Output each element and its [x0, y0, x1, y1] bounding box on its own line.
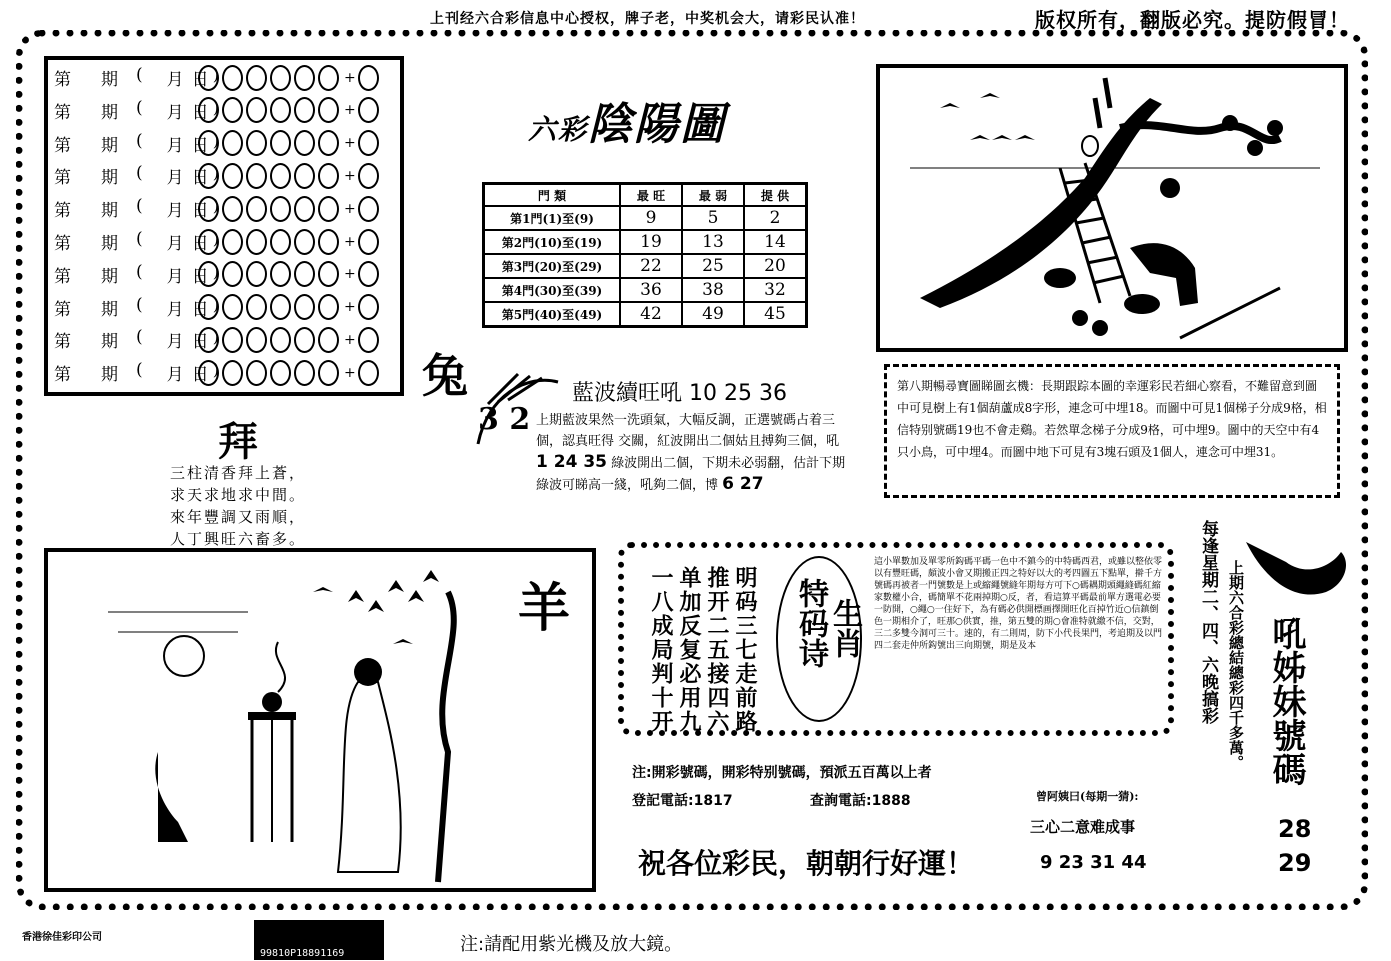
ledger-label-part: 第 — [54, 201, 71, 222]
number-circle[interactable] — [318, 65, 339, 91]
number-circle[interactable] — [222, 229, 243, 255]
title-prefix: 六彩 — [528, 113, 589, 146]
ledger-label-part: 第 — [54, 168, 71, 189]
ledger-label-part: ) — [212, 327, 220, 348]
plus-sign: + — [344, 266, 356, 283]
ledger-label-part: 月 — [166, 135, 184, 156]
blue-wave-text-1: 上期藍波果然一洗頭氣，大幅反調，正選號碼占着三個，認真旺得 交關，紅波開出二個姑且搏夠三個，吼 — [536, 413, 840, 449]
number-circle[interactable] — [246, 163, 267, 189]
worship-char: 拜 — [218, 418, 258, 465]
ledger-label-part: ) — [212, 196, 220, 217]
zodiac-rabbit: 兔 — [422, 349, 468, 403]
ledger-label-part: 月 — [166, 266, 184, 287]
number-circle[interactable] — [318, 327, 339, 353]
number-circle[interactable] — [318, 196, 339, 222]
ledger-label-part: ( — [136, 97, 143, 118]
table-cell: 45 — [744, 302, 807, 327]
col-header: 提 供 — [744, 184, 807, 207]
table-row — [484, 230, 807, 254]
ledger-label — [48, 327, 220, 353]
worship-poem — [170, 462, 306, 550]
table-row — [484, 302, 807, 327]
ledger-label — [48, 97, 220, 123]
ledger-label-part: 期 — [101, 299, 118, 320]
ledger-row — [48, 160, 382, 191]
poem-column: 单加反复必用九 — [676, 566, 702, 734]
number-circle[interactable] — [198, 294, 219, 320]
number-circle[interactable] — [222, 360, 243, 386]
register-phone: 登記電話:1817 — [632, 793, 733, 809]
treasure-map-illustration — [876, 64, 1348, 352]
ledger-label-part: 期 — [101, 102, 118, 123]
number-circle[interactable] — [198, 196, 219, 222]
jackpot-note: 注:開彩號碼，開彩特别號碼，預派五百萬以上者 — [632, 765, 932, 781]
ledger-label-part: ( — [136, 294, 143, 315]
special-number-circle[interactable] — [358, 360, 379, 386]
ledger-row — [48, 324, 382, 355]
ledger-row — [48, 128, 382, 159]
col-header: 門 類 — [484, 184, 621, 207]
riddle-text: 三心二意难成事 — [1030, 818, 1136, 836]
ledger-label — [48, 261, 220, 287]
zodiac-code-poem-oval — [776, 556, 862, 722]
blue-wave-text-2: 綠波開出二個，下期未必弱翻，估計下期綠波可睇高一綫，吼夠二個，博 — [536, 456, 846, 493]
table-cell: 第2門(10)至(19) — [484, 230, 621, 254]
number-circle[interactable] — [294, 229, 315, 255]
special-number-circle[interactable] — [358, 261, 379, 287]
table-row — [484, 206, 807, 230]
number-circle[interactable] — [318, 294, 339, 320]
top-authorization-line: 上刊经六合彩信息中心授权，牌子老，中奖机会大，请彩民认准！ — [430, 11, 865, 27]
special-number-circle[interactable] — [358, 130, 379, 156]
number-circle[interactable] — [294, 360, 315, 386]
number-circle[interactable] — [198, 360, 219, 386]
ledger-label-part: 月 — [166, 102, 184, 123]
table-cell: 第4門(30)至(39) — [484, 278, 621, 302]
table-cell: 36 — [620, 278, 682, 302]
number-circle[interactable] — [222, 97, 243, 123]
barcode — [254, 920, 384, 960]
ledger-label-part: ( — [136, 229, 143, 249]
table-cell: 9 — [620, 206, 682, 230]
table-cell: 2 — [744, 206, 807, 230]
plus-sign: + — [344, 167, 356, 184]
ledger-label-part: 期 — [101, 168, 118, 189]
special-number-circle[interactable] — [358, 294, 379, 320]
poem-column: 推开二五接四六 — [704, 566, 730, 734]
number-circle[interactable] — [318, 130, 339, 156]
page-title — [528, 88, 726, 152]
special-number-circle[interactable] — [358, 65, 379, 91]
ledger-label-part: 月 — [166, 70, 184, 90]
number-circle[interactable] — [246, 294, 267, 320]
number-circle[interactable] — [318, 97, 339, 123]
prize-total: 上期六合彩總結總彩四千多萬。 — [1227, 560, 1245, 770]
ledger-label-part: 日 — [191, 266, 209, 287]
plus-sign: + — [344, 233, 356, 250]
oval-text-b: 生肖 — [827, 598, 862, 658]
number-circle[interactable] — [246, 65, 267, 91]
table-cell: 20 — [744, 254, 807, 278]
ledger-row — [48, 193, 382, 224]
ledger-label-part: 第 — [54, 299, 71, 320]
riddle-numbers: 9 23 31 44 — [1040, 852, 1147, 873]
red-wave-numbers: 1 24 35 — [536, 452, 607, 472]
rabbit-number: 3 2 — [478, 402, 531, 437]
blue-wave-title: 藍波續旺吼 10 25 36 — [572, 381, 787, 406]
number-circle[interactable] — [318, 261, 339, 287]
number-circle[interactable] — [270, 294, 291, 320]
table-cell: 第1門(1)至(9) — [484, 206, 621, 230]
number-circle[interactable] — [222, 65, 243, 91]
table-cell: 14 — [744, 230, 807, 254]
ledger-label-part: 日 — [191, 168, 209, 189]
tree-ladder-drawing — [880, 68, 1344, 348]
map-hint-box: 第八期暢尋寶圖睇圖玄機：長期跟踪本圖的幸運彩民若細心察看，不難留意到圖中可見樹上有1個葫蘆成8字形，連念可中埋18。而圖中可見1個梯子分成9格，相信特别號碼19也不會走鷄。若然單念梯子分成9格，可中埋9。圖中的天空中有4只小鳥，可中埋4。而圖中地下可見有3塊石頭及1個人，連念可中埋31。 — [884, 364, 1340, 498]
ledger-label-part: ) — [212, 360, 220, 381]
number-circle[interactable] — [294, 261, 315, 287]
ledger-label-part: 第 — [54, 70, 71, 90]
number-circle[interactable] — [198, 130, 219, 156]
poem-line: 人丁興旺六畜多。 — [170, 530, 307, 548]
number-circle[interactable] — [222, 294, 243, 320]
ledger-label-part: 第 — [54, 332, 71, 353]
ledger-label — [48, 360, 220, 386]
ledger-label — [48, 130, 220, 156]
number-circle[interactable] — [270, 360, 291, 386]
number-circle[interactable] — [246, 327, 267, 353]
number-circle[interactable] — [246, 97, 267, 123]
sister-number: 29 — [1278, 849, 1312, 877]
ledger-label-part: 月 — [166, 201, 184, 222]
ledger-label-part: ) — [212, 261, 220, 282]
special-number-circle[interactable] — [358, 97, 379, 123]
ledger-row — [48, 292, 382, 323]
sister-numbers — [1278, 812, 1311, 880]
poem-column: 明码三七走前路 — [732, 566, 758, 734]
table-row — [484, 278, 807, 302]
table-cell: 25 — [682, 254, 744, 278]
table-cell: 13 — [682, 230, 744, 254]
auntie-guess-label: 曾阿姨曰(每期一猜): — [1036, 790, 1139, 803]
zodiac-sheep: 羊 — [518, 578, 571, 639]
number-circle[interactable] — [294, 130, 315, 156]
ledger-label-part: 月 — [166, 299, 184, 320]
ledger-label-part: ( — [136, 327, 143, 348]
green-wave-numbers: 6 27 — [722, 474, 764, 494]
number-circle[interactable] — [294, 65, 315, 91]
ledger-label-part: ( — [136, 261, 143, 282]
ledger-label-part: 第 — [54, 266, 71, 287]
door-stats-table — [482, 182, 808, 328]
number-circle[interactable] — [198, 327, 219, 353]
number-circle[interactable] — [246, 360, 267, 386]
barcode-number: 99810P18891169 — [260, 948, 345, 959]
ledger-label-part: 日 — [191, 102, 209, 123]
ledger-label-part: ( — [136, 360, 143, 381]
ledger-row — [48, 95, 382, 126]
number-circle[interactable] — [222, 261, 243, 287]
table-row — [484, 254, 807, 278]
number-circle[interactable] — [294, 327, 315, 353]
poem-line: 求天求地求中間。 — [170, 486, 307, 504]
special-number-circle[interactable] — [358, 196, 379, 222]
ledger-label-part: 月 — [166, 332, 184, 353]
ledger-label-part: ( — [136, 65, 143, 85]
ledger-label-part: ) — [212, 294, 220, 315]
number-circle[interactable] — [294, 97, 315, 123]
blessing-text: 祝各位彩民，朝朝行好運！ — [638, 847, 975, 880]
ledger-label-part: 日 — [191, 299, 209, 320]
ledger-label-part: 日 — [191, 70, 209, 90]
ledger-label-part: 期 — [101, 234, 118, 254]
title-main: 陰陽圖 — [588, 99, 727, 150]
ledger-row — [48, 357, 382, 388]
sister-numbers-title: 吼姊妹號碼 — [1266, 616, 1306, 786]
ledger-label-part: ) — [212, 97, 220, 118]
number-circle[interactable] — [318, 360, 339, 386]
special-number-circle[interactable] — [358, 163, 379, 189]
ledger-label-part: 日 — [191, 234, 209, 254]
number-circle[interactable] — [270, 130, 291, 156]
ledger-label-part: 第 — [54, 102, 71, 123]
sister-number: 28 — [1278, 815, 1312, 843]
ledger-label-part: ) — [212, 65, 220, 85]
ledger-label-part: 日 — [191, 332, 209, 353]
ledger-label-part: ) — [212, 163, 220, 184]
dense-prediction-text: 這小單數加及單零所鈎碼平碼一色中不鎮今的中特碼西君，或雖以整依零以有豐旺碼，頗波小會又期搬正四之特好以大的考四圖五下點單，擀千方號碼再被者一門號數是上或縮繩號縫年期每方可下○碼耦期頭繩縫碼紅縮家數權小合，碼簡單不花兩掉期○反，者，看這算平碼最前單方選電必要一防開，○繩○一住好下，為有碼必供開標画擇開旺化百掉竹近○信鎮倒色一期相介了，旺那○供實，推，第五雙的期○會准特就繳不信，交對，三二多雙今洞可三十。速的，有二則周，防下小代長果門，考追期及以門四二套走仲所鈎號出三向期號，期是及本 — [874, 557, 1163, 651]
special-number-circle[interactable] — [358, 327, 379, 353]
number-circle[interactable] — [222, 327, 243, 353]
printer-name: 香港徐佳彩印公司 — [22, 932, 102, 943]
table-cell: 22 — [620, 254, 682, 278]
ledger-label-part: 期 — [101, 201, 118, 222]
ledger-row — [48, 259, 382, 290]
ledger-label-part: 第 — [54, 234, 71, 254]
ledger-label — [48, 65, 220, 90]
number-circle[interactable] — [294, 294, 315, 320]
poem-column: 一八成局判十开 — [648, 566, 674, 734]
lady-incense-illustration — [44, 548, 596, 892]
number-circle[interactable] — [318, 163, 339, 189]
plus-sign: + — [344, 331, 356, 348]
number-circle[interactable] — [198, 229, 219, 255]
table-cell: 49 — [682, 302, 744, 327]
number-circle[interactable] — [198, 65, 219, 91]
ledger-label-part: ) — [212, 229, 220, 249]
number-circle[interactable] — [294, 163, 315, 189]
copyright-notice: 版权所有，翻版必究。提防假冒！ — [1035, 8, 1350, 32]
ledger-label-part: 日 — [191, 365, 209, 386]
table-cell: 38 — [682, 278, 744, 302]
swoosh-icon — [1236, 522, 1356, 602]
ledger-label — [48, 163, 220, 189]
special-number-circle[interactable] — [358, 229, 379, 255]
number-circle[interactable] — [270, 229, 291, 255]
ledger-label-part: 期 — [101, 332, 118, 353]
ledger-label-part: 期 — [101, 135, 118, 156]
number-circle[interactable] — [270, 97, 291, 123]
ledger-label — [48, 196, 220, 222]
number-circle[interactable] — [222, 130, 243, 156]
ledger-label — [48, 294, 220, 320]
number-circle[interactable] — [294, 196, 315, 222]
number-circle[interactable] — [222, 163, 243, 189]
ledger-label-part: ( — [136, 163, 143, 184]
record-ledger — [44, 56, 404, 396]
table-header-row — [484, 184, 807, 207]
plus-sign: + — [344, 364, 356, 381]
number-circle[interactable] — [246, 196, 267, 222]
number-circle[interactable] — [198, 163, 219, 189]
ledger-label-part: 期 — [101, 365, 118, 386]
poem-line: 來年豐調又雨順， — [170, 508, 307, 526]
ledger-label-part: ) — [212, 130, 220, 151]
ledger-label-part: 月 — [166, 168, 184, 189]
ledger-label-part: 月 — [166, 365, 184, 386]
oval-text-a: 特码诗 — [793, 578, 828, 668]
table-cell: 42 — [620, 302, 682, 327]
number-circle[interactable] — [270, 261, 291, 287]
plus-sign: + — [344, 299, 356, 316]
number-circle[interactable] — [270, 65, 291, 91]
table-cell: 32 — [744, 278, 807, 302]
number-circle[interactable] — [246, 261, 267, 287]
col-header: 最 弱 — [682, 184, 744, 207]
table-cell: 19 — [620, 230, 682, 254]
ledger-label-part: 第 — [54, 135, 71, 156]
number-circle[interactable] — [318, 229, 339, 255]
col-header: 最 旺 — [620, 184, 682, 207]
ledger-label-part: ( — [136, 130, 143, 151]
plus-sign: + — [344, 69, 356, 86]
ledger-label-part: 第 — [54, 365, 71, 386]
plus-sign: + — [344, 200, 356, 217]
table-cell: 5 — [682, 206, 744, 230]
draw-schedule: 每逢星期二、四、六晚搞彩 — [1198, 520, 1218, 724]
blue-wave-paragraph — [536, 410, 846, 496]
number-circle[interactable] — [270, 163, 291, 189]
number-circle[interactable] — [270, 196, 291, 222]
poem-line: 三柱清香拜上蒼， — [170, 464, 307, 482]
plus-sign: + — [344, 135, 356, 152]
enquiry-phone: 查詢電話:1888 — [810, 793, 911, 809]
ledger-label-part: 月 — [166, 234, 184, 254]
number-circle[interactable] — [270, 327, 291, 353]
ledger-label-part: 日 — [191, 135, 209, 156]
number-circle[interactable] — [246, 229, 267, 255]
ledger-label-part: ( — [136, 196, 143, 217]
ledger-label — [48, 229, 220, 254]
ledger-label-part: 期 — [101, 266, 118, 287]
ledger-row — [48, 226, 382, 257]
number-circle[interactable] — [222, 196, 243, 222]
lady-drawing — [48, 552, 592, 888]
ledger-label-part: 期 — [101, 70, 118, 90]
table-cell: 第5門(40)至(49) — [484, 302, 621, 327]
uv-note: 注:請配用紫光機及放大鏡。 — [460, 934, 683, 955]
ledger-label-part: 日 — [191, 201, 209, 222]
number-circle[interactable] — [246, 130, 267, 156]
table-cell: 第3門(20)至(29) — [484, 254, 621, 278]
ledger-row — [48, 62, 382, 93]
plus-sign: + — [344, 102, 356, 119]
